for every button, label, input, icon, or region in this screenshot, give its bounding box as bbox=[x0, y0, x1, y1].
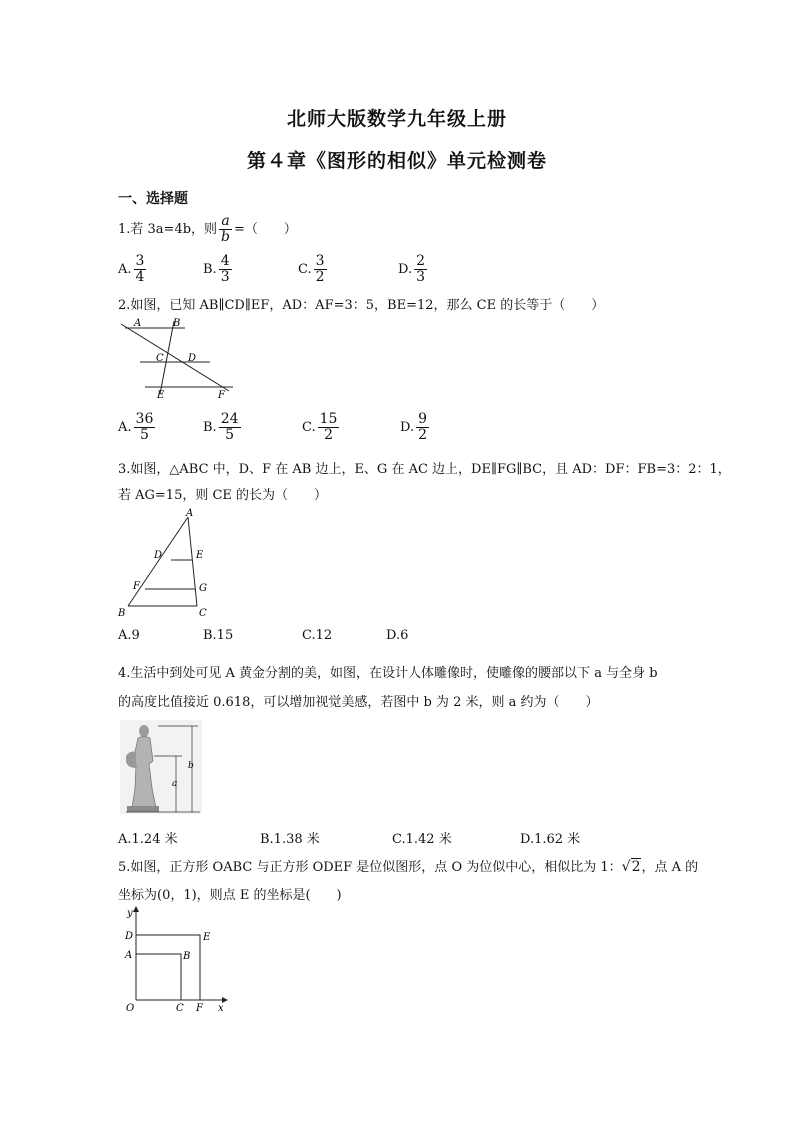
q1-option-d: D. $\frac{2}{3}$ bbox=[398, 253, 426, 285]
q4-option-c: C.1.42 米 bbox=[392, 832, 452, 847]
q2-option-b: B. $\frac{24}{5}$ bbox=[203, 411, 239, 443]
question-3-line2: 若 AG=15，则 CE 的长为（ ） bbox=[118, 488, 328, 503]
q1-option-c: C. $\frac{3}{2}$ bbox=[298, 253, 325, 285]
label-b: B bbox=[183, 951, 191, 962]
side-ab bbox=[128, 517, 188, 606]
q5-figure bbox=[118, 904, 228, 1014]
q1-option-b: B. $\frac{4}{3}$ bbox=[203, 253, 230, 285]
label-y: y bbox=[127, 908, 133, 919]
label-e: E bbox=[203, 932, 211, 943]
q4-option-a: A.1.24 米 bbox=[118, 832, 178, 847]
square-odef bbox=[136, 935, 200, 1000]
label-c: C bbox=[156, 353, 164, 364]
side-ac bbox=[188, 517, 197, 606]
label-d: D bbox=[188, 353, 197, 364]
question-1 bbox=[118, 214, 297, 245]
q3-option-c: C.12 bbox=[302, 628, 333, 643]
label-f: F bbox=[218, 390, 225, 401]
line-adf bbox=[121, 324, 229, 391]
q4-figure bbox=[118, 716, 204, 816]
q1-fraction: $\frac{a}{b}$ bbox=[221, 213, 231, 245]
label-f: F bbox=[196, 1003, 203, 1014]
q3-figure bbox=[115, 506, 225, 618]
label-x: x bbox=[218, 1003, 224, 1014]
q1-option-a: A. $\frac{3}{4}$ bbox=[118, 253, 145, 285]
label-a: A bbox=[125, 950, 133, 961]
question-4-line1: 4.生活中到处可见 A 黄金分割的美，如图，在设计人体雕像时，使雕像的腰部以下 a 与全身 b bbox=[118, 666, 658, 681]
label-a: A bbox=[134, 318, 142, 329]
q3-option-a: A.9 bbox=[118, 628, 140, 643]
label-b: B bbox=[173, 318, 181, 329]
section-title: 一、选择题 bbox=[118, 191, 188, 207]
label-d: D bbox=[125, 931, 134, 942]
q2-option-a: A. $\frac{36}{5}$ bbox=[118, 411, 154, 443]
q4-option-d: D.1.62 米 bbox=[520, 832, 581, 847]
question-5-line2: 坐标为(0，1)，则点 E 的坐标是( ) bbox=[118, 888, 342, 903]
question-5-line1: 5.如图，正方形 OABC 与正方形 ODEF 是位似图形，点 O 为位似中心，相似比为 1：√2，点 A 的 bbox=[118, 859, 699, 875]
title-line2: 第４章《图形的相似》单元检测卷 bbox=[246, 150, 547, 172]
label-e: E bbox=[157, 390, 165, 401]
q4-option-b: B.1.38 米 bbox=[260, 832, 320, 847]
q2-figure bbox=[115, 314, 245, 402]
question-3-line1: 3.如图，△ABC 中，D、F 在 AB 边上，E、G 在 AC 边上，DE∥FG∥BC，且 AD：DF：FB=3：2：1， bbox=[118, 462, 731, 477]
q1-prefix: 1.若 3a=4b，则 bbox=[118, 222, 218, 237]
label-a: a bbox=[172, 779, 178, 789]
question-4-line2: 的高度比值接近 0.618，可以增加视觉美感，若图中 b 为 2 米，则 a 约为（ ） bbox=[118, 695, 599, 710]
label-c: C bbox=[199, 608, 207, 618]
title-line1: 北师大版数学九年级上册 bbox=[286, 108, 507, 130]
sqrt-symbol: √2 bbox=[621, 859, 641, 875]
label-g: G bbox=[199, 583, 207, 594]
q3-option-d: D.6 bbox=[386, 628, 409, 643]
label-f: F bbox=[133, 581, 140, 592]
square-oabc bbox=[136, 954, 181, 1000]
q2-option-c: C. $\frac{15}{2}$ bbox=[302, 411, 338, 443]
q1-suffix: =（ ） bbox=[234, 222, 297, 237]
q3-option-b: B.15 bbox=[203, 628, 234, 643]
question-2: 2.如图，已知 AB∥CD∥EF，AD：AF=3：5，BE=12，那么 CE 的长等于（ ） bbox=[118, 298, 605, 313]
y-axis-arrow bbox=[133, 906, 139, 912]
label-o: O bbox=[126, 1003, 135, 1014]
label-d: D bbox=[154, 550, 163, 561]
label-c: C bbox=[176, 1003, 184, 1014]
q2-option-d: D. $\frac{9}{2}$ bbox=[400, 411, 428, 443]
label-a: A bbox=[186, 508, 194, 519]
label-e: E bbox=[196, 550, 204, 561]
label-b: b bbox=[188, 761, 194, 771]
label-b: B bbox=[118, 608, 126, 618]
